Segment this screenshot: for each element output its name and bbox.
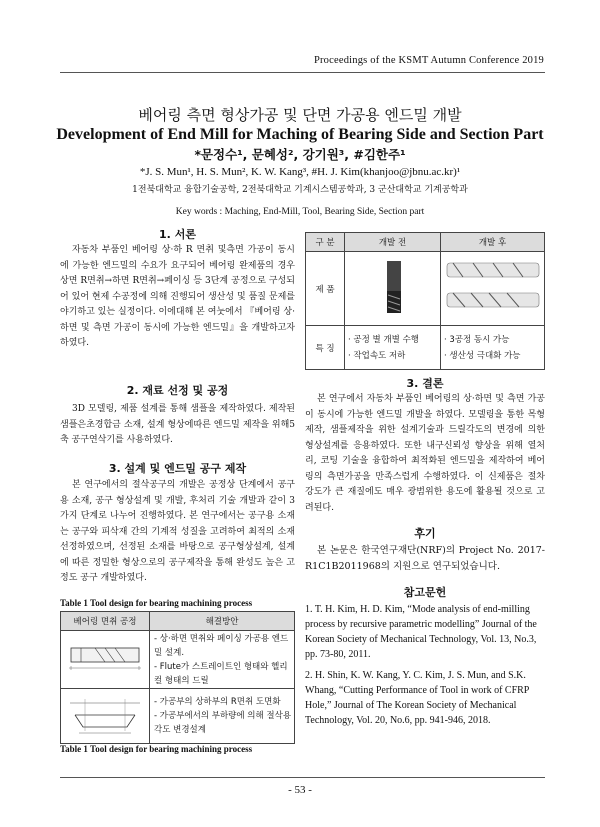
table2: [305, 232, 545, 370]
material-text: 3D 모델링, 제품 설계를 통해 샘플을 제작하였다. 제작된 샘플은초경합금 소재, 설계 형상에따른 엔드밀 제작을 위해5축 공구연삭기를 사용하였다.: [60, 404, 295, 445]
table2-after-image: [441, 252, 545, 326]
table2-col1-header: 구 분: [306, 233, 345, 252]
table1-col2-header: 해결방안: [150, 612, 295, 631]
endmill-after-icon: [443, 255, 543, 319]
title-korean: 베어링 측면 형상가공 및 단면 가공용 엔드밀 개발: [138, 106, 462, 124]
bottom-rule: [60, 777, 545, 778]
top-rule: [60, 72, 545, 73]
design-heading: 3. 설계 및 엔드밀 공구 제작: [108, 462, 247, 475]
table2-before-image: [345, 252, 441, 326]
authors-korean: *문정수¹, 문혜성², 강기원³, #김한주¹: [194, 147, 406, 162]
intro-text: 자동차 부품인 베어링 상·하 R 면취 및측면 가공이 동시에 가능한 엔드밀의 수요가 요구되어 베어링 완제품의 경우 상면 R면취→하면 R면취→페이싱 등 3단계 공정으로 구성되어 있어 현제 수공정에 의해 진행되어 생산성 및 품질 문제를 야기하고 있는 실정이다. 이에대해 본 여눗에서 『베어링 상·하면 및 측면 가공이 동시에 가능한 엔드밀』을 개발하고자 하였다.: [60, 245, 295, 348]
table2-col2-header: 개발 전: [345, 233, 441, 252]
ack-text: 본 논문은 한국연구재단(NRF)의 Project No. 2017-R1C1B2011968의 지원으로 연구되었습니다.: [305, 545, 545, 572]
technical-drawing-icon: [65, 691, 145, 739]
table1-row2-line2: - 가공부에서의 부하량에 의해 절삭용 각도 변경설계: [154, 711, 292, 735]
table2-before-feature-2: · 작업속도 저하: [348, 350, 406, 361]
table1-drawing-cell: [61, 689, 150, 744]
table1-caption-bottom: Table 1 Tool design for bearing machining process: [60, 744, 253, 754]
design-text: 본 연구에서의 절삭공구의 개발은 공정상 단계에서 공구용 소재, 공구 형상설계 및 개발, 후처리 기술 개발과 같이 3가지 단계로 나누어 진행하였다. 본 연구에서는 공구용 소재는 공구와 피삭재 간의 기계적 성질을 고려하여 최적의 소재 선정하였으며, 선정된 소재를 바탕으로 공구형상설계, 설계에 따른 정밀한 형상으로의 공구제작을 통해 완성도 높은 고정도 공구 개발하였다.: [60, 480, 295, 583]
table1-row2-line1: - 가공부의 상하부의 R면취 도면화: [154, 697, 281, 707]
table1-col1-header: 베어링 면취 공정: [61, 612, 150, 631]
table2-after-feature-2: · 생산성 극대화 가능: [444, 350, 521, 361]
proceedings-header: Proceedings of the KSMT Autumn Conference 2019: [313, 55, 544, 66]
reference-2: 2. H. Shin, K. W. Kang, Y. C. Kim, J. S. Mun, and S.K. Whang, “Cutting Performance of Tool in work of CFRP Hole,” Journal of The Korean Society of Mechanical Technology, Vol. 20, No.6, pp. 941-946, 2018.: [305, 670, 529, 726]
material-heading: 2. 재료 선정 및 공정: [126, 384, 229, 397]
table1-tool-image-cell: [61, 631, 150, 689]
table2-feature-label: 특 징: [306, 326, 345, 370]
ack-heading: 후기: [414, 527, 436, 540]
conclusion-text: 본 연구에서 자동차 부품인 베어링의 상·하면 및 측면 가공이 동시에 가능한 엔드밀 개발을 하였다. 모델링을 통한 목형제작, 샘플제작을 위한 설계기술과 드릴각도의 변경에 의한 형상설계를 응용하였다. 또한 내구신뢰성 향상을 위해 열처리, 코팅 기술을 융합하여 최적화된 엔드밀을 제작하여 베어링의 측면가공을 만족스럽게 수행하였다. 이 신제품은 절차 강도가 큰 재질에도 매우 광범위한 용도에 활용될 것으로 고려된다.: [305, 394, 545, 513]
table2-product-label: 제 품: [306, 252, 345, 326]
affiliations: 1전북대학교 융합기술공학, 2전북대학교 기계시스템공학과, 3 군산대학교 기계공학과: [132, 185, 468, 195]
table1: [60, 611, 295, 744]
table2-after-feature-1: · 3공정 동시 가능: [444, 334, 510, 345]
table1-row1-line2: - Flute가 스트레이트인 형태와 헬리컬 형태의 드릴: [154, 661, 288, 686]
conclusion-heading: 3. 결론: [406, 377, 444, 390]
endmill-drawing-icon: [65, 634, 145, 682]
endmill-before-icon: [353, 257, 433, 317]
authors-english: *J. S. Mun¹, H. S. Mun², K. W. Kang³, #H. J. Kim(khanjoo@jbnu.ac.kr)¹: [139, 166, 461, 178]
intro-heading: 1. 서론: [159, 228, 196, 241]
keywords: Key words : Maching, End-Mill, Tool, Bearing Side, Section part: [175, 207, 425, 217]
table1-row1-line1: - 상·하면 면취와 페이싱 가공용 엔드밀 설계.: [154, 633, 289, 658]
table2-before-feature-1: · 공정 별 개별 수행: [348, 334, 419, 345]
references-heading: 참고문헌: [403, 586, 447, 599]
table1-caption-top: Table 1 Tool design for bearing machining process: [60, 598, 253, 608]
page-number: - 53 -: [288, 784, 312, 796]
table2-col3-header: 개발 후: [441, 233, 545, 252]
reference-1: 1. T. H. Kim, H. D. Kim, “Mode analysis of end-milling process by recursive parametric modelling” Journal of the Korean Society of Mechanical Technology, Vol. 13, No.3, pp. 73-80, 2011.: [305, 604, 537, 660]
title-english: Development of End Mill for Maching of Bearing Side and Section Part: [56, 126, 544, 143]
